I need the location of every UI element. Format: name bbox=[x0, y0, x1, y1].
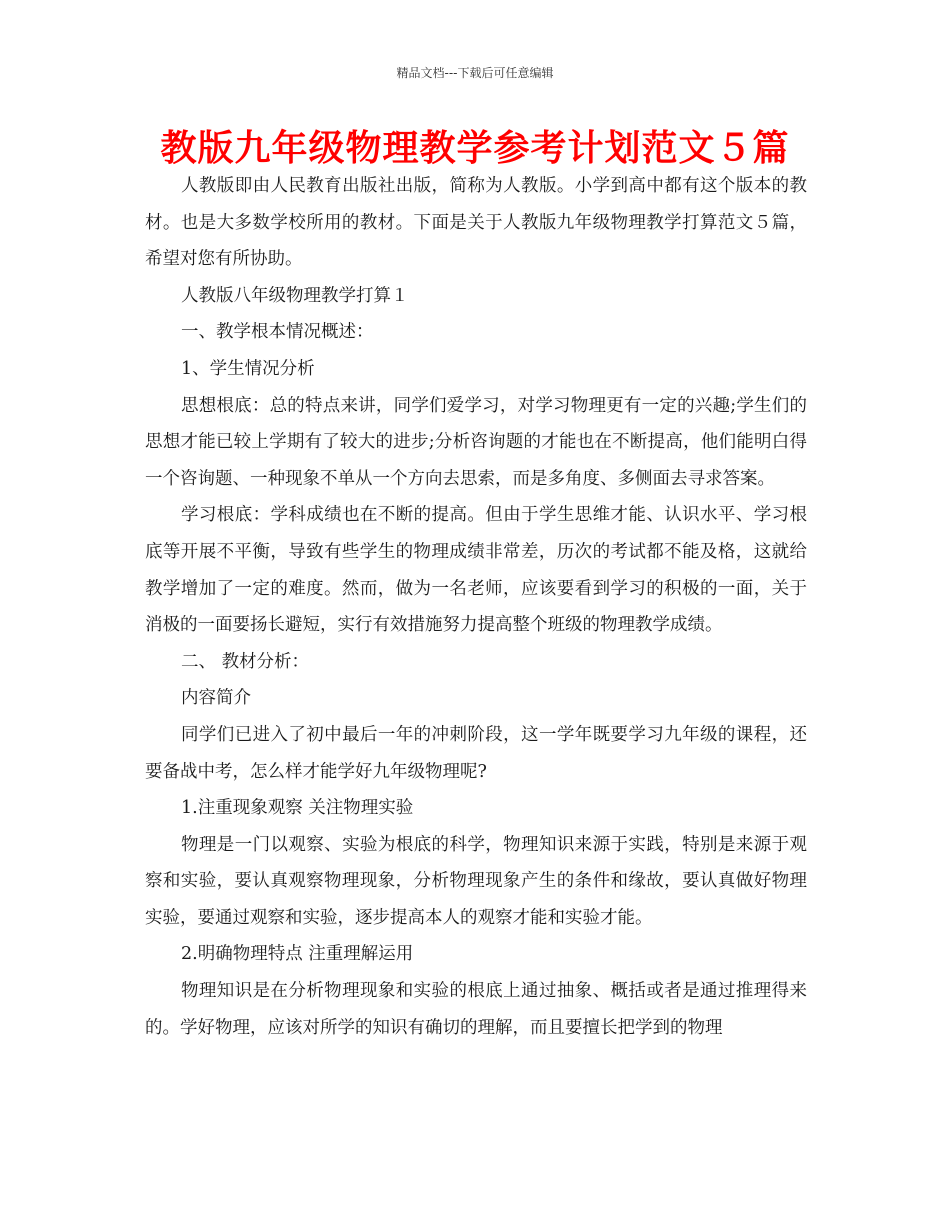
paragraph: 1、学生情况分析 bbox=[181, 358, 315, 379]
paragraph: 2.明确物理特点 注重理解运用 bbox=[181, 944, 414, 965]
paragraph: 同学们已进入了初中最后一年的冲刺阶段，这一学年既要学习九年级的课程，还要备战中考，怎么样才能学好九年级物理呢? bbox=[145, 724, 807, 782]
document-title: 教版九年级物理教学参考计划范文５篇 bbox=[160, 128, 790, 169]
paragraph: 1.注重现象观察 关注物理实验 bbox=[181, 798, 414, 819]
paragraph: 学习根底：学科成绩也在不断的提高。但由于学生思维才能、认识水平、学习根底等开展不平衡，导致有些学生的物理成绩非常差，历次的考试都不能及格，这就给教学增加了一定的难度。然而，做为一名老师，应该要看到学习的积极的一面，关于消极的一面要扬长避短，实行有效措施努力提高整个班级的物理教学成绩。 bbox=[145, 505, 807, 636]
paragraph: 思想根底：总的特点来讲，同学们爱学习，对学习物理更有一定的兴趣;学生们的思想才能已较上学期有了较大的进步;分析咨询题的才能也在不断提高，他们能明白得一个咨询题、一种现象不单从一个方向去思索，而是多角度、多侧面去寻求答案。 bbox=[145, 395, 807, 489]
document-body bbox=[145, 168, 807, 1046]
paragraph: 人教版即由人民教育出版社出版，简称为人教版。小学到高中都有这个版本的教材。也是大多数学校所用的教材。下面是关于人教版九年级物理教学打算范文５篇，希望对您有所协助。 bbox=[145, 176, 807, 270]
paragraph: 人教版八年级物理教学打算１ bbox=[181, 285, 409, 306]
paragraph: 物理是一门以观察、实验为根底的科学，物理知识来源于实践，特别是来源于观察和实验，要认真观察物理现象，分析物理现象产生的条件和缘故，要认真做好物理实验，要通过观察和实验，逐步提高本人的观察才能和实验才能。 bbox=[145, 834, 807, 928]
paragraph: 二、 教材分析： bbox=[181, 651, 310, 672]
paragraph: 一、教学根本情况概述： bbox=[181, 322, 374, 343]
paragraph: 物理知识是在分析物理现象和实验的根底上通过抽象、概括或者是通过推理得来的。学好物理，应该对所学的知识有确切的理解，而且要擅长把学到的物理 bbox=[145, 981, 807, 1038]
paragraph: 内容简介 bbox=[181, 688, 251, 709]
header-note: 精品文档---下载后可任意编辑 bbox=[396, 66, 554, 80]
